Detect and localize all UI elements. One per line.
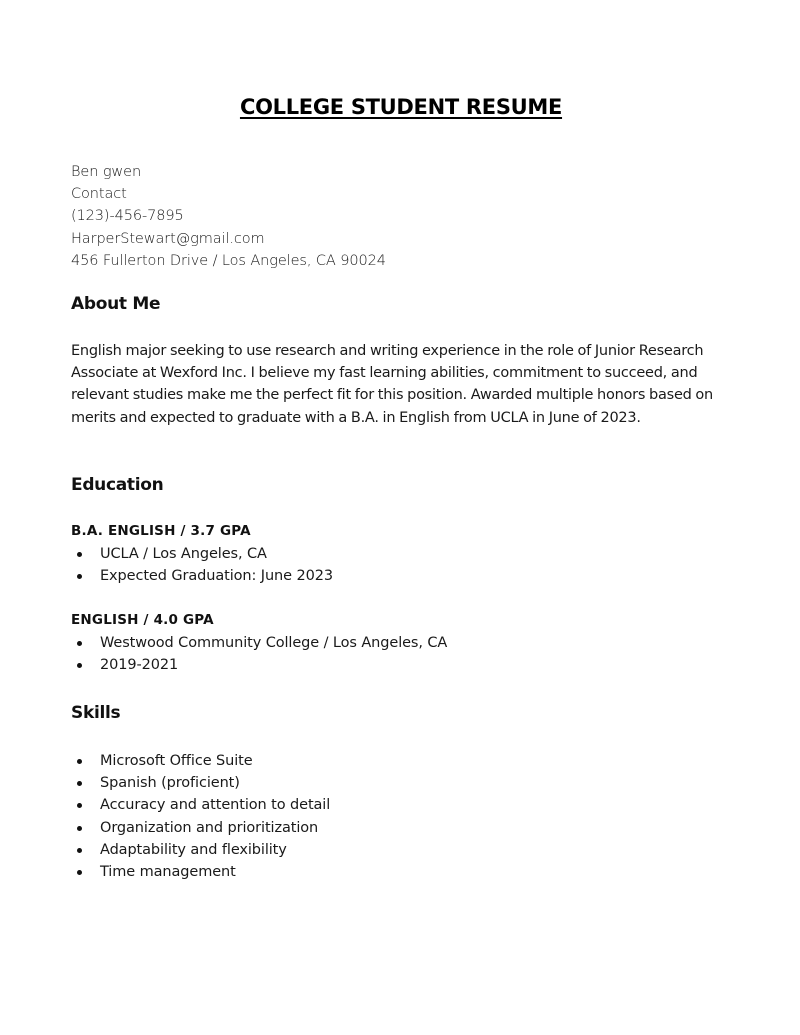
bullet-icon [77, 870, 82, 875]
education-heading: Education [71, 475, 164, 495]
list-item-text: Westwood Community College / Los Angeles, CA [100, 635, 448, 651]
bullet-icon [77, 552, 82, 557]
list-item [71, 565, 333, 587]
list-item [71, 794, 330, 816]
list-item-text: Adaptability and flexibility [100, 841, 287, 858]
list-item [71, 654, 447, 676]
contact-block [71, 161, 386, 272]
bullet-icon [77, 759, 82, 764]
contact-email: HarperStewart@gmail.com [71, 230, 265, 247]
bullet-icon [77, 641, 82, 646]
list-item [71, 839, 330, 861]
education-degree: ENGLISH / 4.0 GPA [71, 612, 214, 628]
contact-phone: (123)-456-7895 [71, 208, 184, 225]
list-item-text: Organization and prioritization [100, 819, 319, 836]
list-item-text: Time management [100, 864, 236, 881]
contact-label: Contact [71, 186, 127, 203]
list-item [71, 817, 330, 839]
list-item-text: Expected Graduation: June 2023 [100, 568, 333, 585]
bullet-icon [77, 848, 82, 853]
list-item [71, 750, 330, 772]
education-details-list [71, 632, 447, 676]
education-degree: B.A. ENGLISH / 3.7 GPA [71, 523, 251, 539]
bullet-icon [77, 781, 82, 786]
contact-address: 456 Fullerton Drive / Los Angeles, CA 90024 [71, 252, 386, 269]
list-item [71, 772, 330, 794]
education-details-list [71, 543, 333, 587]
bullet-icon [77, 826, 82, 831]
document-title: COLLEGE STUDENT RESUME [239, 95, 563, 119]
skills-list [71, 750, 330, 883]
list-item [71, 861, 330, 883]
bullet-icon [77, 803, 82, 808]
about-text: English major seeking to use research and writing experience in the role of Junior Research Associate at Wexford Inc. I believe my fast learning abilities, commitment to succeed, and relevant studies make me the perfect fit for this position. Awarded multiple honors based on merits and expected to graduate with a B.A. in English from UCLA in June of 2023. [71, 343, 713, 426]
bullet-icon [77, 574, 82, 579]
list-item-text: 2019-2021 [100, 657, 179, 674]
skills-heading: Skills [71, 703, 121, 723]
list-item-text: Accuracy and attention to detail [100, 797, 331, 814]
list-item [71, 543, 333, 565]
bullet-icon [77, 663, 82, 668]
list-item-text: UCLA / Los Angeles, CA [100, 546, 267, 562]
list-item [71, 632, 447, 654]
list-item-text: Spanish (proficient) [100, 775, 240, 792]
contact-name: Ben gwen [71, 164, 142, 180]
about-heading: About Me [71, 294, 161, 314]
list-item-text: Microsoft Office Suite [100, 753, 253, 769]
